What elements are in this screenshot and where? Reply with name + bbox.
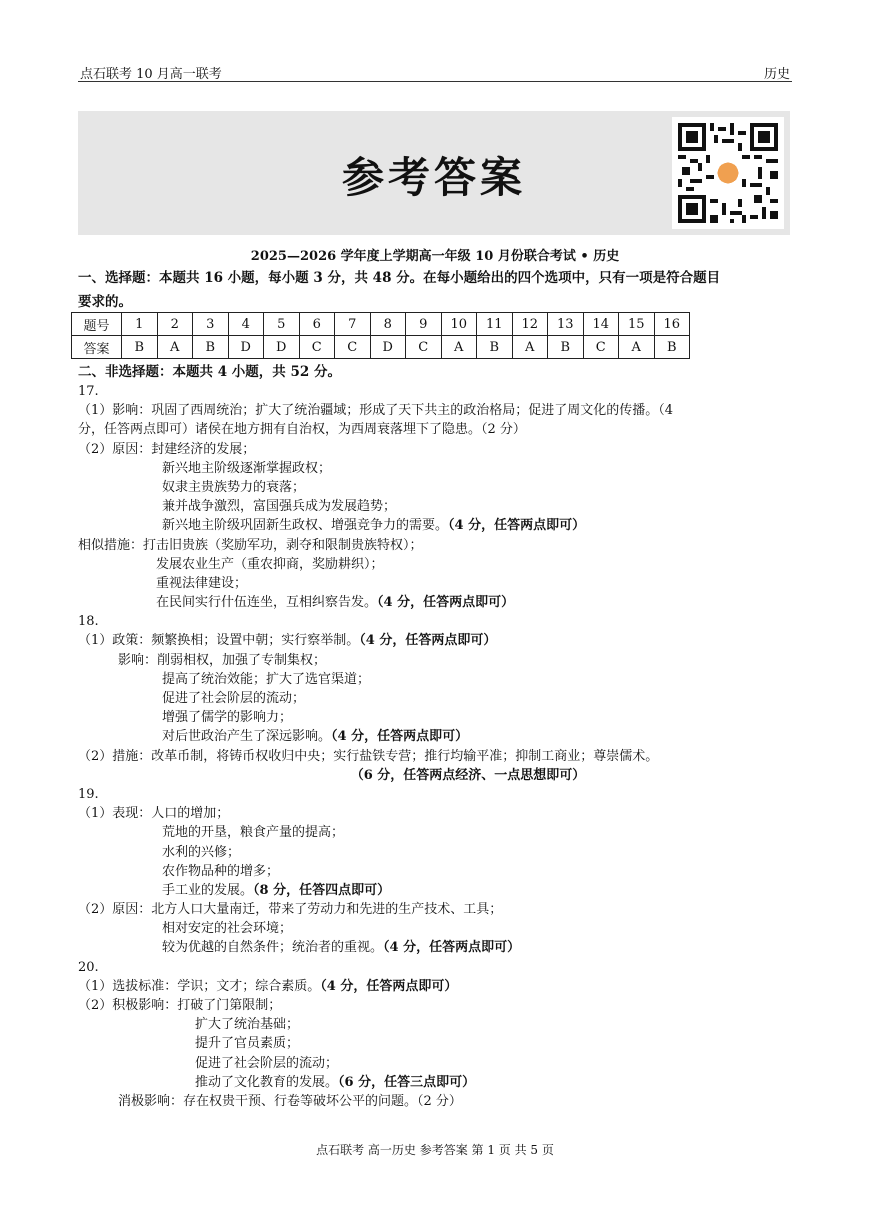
- table-cell: C: [406, 336, 442, 359]
- score-note: （4 分，任答两点即可）: [320, 978, 458, 994]
- table-cell: 15: [619, 313, 655, 336]
- answer-text: （1）选拔标准：学识；文才；综合素质。: [78, 978, 321, 994]
- answer-line: [78, 727, 798, 746]
- header-exam-name: 点石联考 10 月高一联考: [80, 67, 222, 82]
- answer-text: 手工业的发展。: [162, 882, 254, 898]
- table-cell: B: [654, 336, 690, 359]
- table-cell: A: [619, 336, 655, 359]
- answer-line: [78, 631, 798, 650]
- section1-heading: [78, 266, 790, 314]
- answer-line: （2）原因：封建经济的发展；: [78, 441, 256, 457]
- answer-line: 增强了儒学的影响力；: [162, 710, 293, 726]
- table-cell: A: [441, 336, 477, 359]
- answer-line: 相对安定的社会环境；: [162, 921, 293, 937]
- answer-line: 相似措施：打击旧贵族（奖励军功，剥夺和限制贵族特权）；: [78, 537, 423, 553]
- answer-line: 农作物品种的增多；: [162, 863, 280, 879]
- score-note: （8 分，任答四点即可）: [253, 882, 391, 898]
- title-banner: [78, 111, 790, 235]
- table-cell: 10: [441, 313, 477, 336]
- page-title: 参考答案: [341, 153, 526, 202]
- answer-text: 较为优越的自然条件；统治者的重视。: [162, 940, 384, 956]
- answer-text: 对后世政治产生了深远影响。: [162, 729, 332, 745]
- table-cell: 9: [406, 313, 442, 336]
- table-cell: B: [548, 336, 584, 359]
- question-number: 20.: [78, 959, 99, 975]
- table-cell: 13: [548, 313, 584, 336]
- answer-line: 影响：削弱相权，加强了专制集权；: [118, 652, 327, 668]
- answer-line: 促进了社会阶层的流动；: [162, 691, 306, 706]
- section1-line: 要求的。: [78, 294, 132, 310]
- score-note: （6 分，任答三点即可）: [338, 1074, 476, 1090]
- section2-heading: 二、非选择题：本题共 4 小题，共 52 分。: [78, 364, 341, 380]
- table-cell: A: [512, 336, 548, 359]
- answer-line: 水利的兴修；: [162, 844, 241, 860]
- answer-line: （2）措施：改革币制，将铸币权收归中央；实行盐铁专营；推行均输平准；抑制工商业；尊崇儒术。: [78, 748, 659, 764]
- page-header: [78, 60, 792, 82]
- table-cell: 2: [157, 313, 193, 336]
- score-note: （4 分，任答两点即可）: [331, 729, 469, 745]
- score-note: （4 分，任答两点即可）: [359, 633, 497, 649]
- table-cell: C: [335, 336, 371, 359]
- table-cell: 14: [583, 313, 619, 336]
- answer-line: [78, 977, 798, 996]
- score-note: （6 分，任答两点经济、一点思想即可）: [350, 767, 586, 783]
- table-cell: D: [370, 336, 406, 359]
- answer-line: （1）影响：巩固了西周统治；扩大了统治疆域；形成了天下共主的政治格局；促进了周文化的传播。（4: [78, 403, 674, 419]
- answer-line: 提高了统治效能；扩大了选官渠道；: [162, 671, 371, 687]
- header-subject: 历史: [763, 67, 790, 82]
- answer-line: 消极影响：存在权贵干预、行卷等破坏公平的问题。（2 分）: [118, 1093, 462, 1109]
- table-cell: 16: [654, 313, 690, 336]
- section1-line: 一、选择题：本题共 16 小题，每小题 3 分，共 48 分。在每小题给出的四个选项中，只有一项是符合题目: [78, 270, 721, 286]
- answer-line: [78, 938, 798, 957]
- score-note: （4 分，任答两点即可）: [448, 518, 586, 534]
- table-cell: B: [477, 336, 513, 359]
- exam-subtitle: 2025—2026 学年度上学期高一年级 10 月份联合考试 • 历史: [250, 249, 620, 264]
- answer-line: 重视法律建设；: [156, 575, 248, 591]
- answer-line: [78, 593, 798, 612]
- table-cell: D: [264, 336, 300, 359]
- answer-line: 扩大了统治基础；: [195, 1017, 300, 1033]
- question-number: 17.: [78, 384, 99, 399]
- answer-line: [78, 1073, 798, 1092]
- answer-table-number-row: [72, 313, 690, 336]
- answer-text: 推动了文化教育的发展。: [195, 1074, 339, 1090]
- answer-text: 新兴地主阶级巩固新生政权、增强竞争力的需要。: [162, 518, 449, 534]
- answer-line: 奴隶主贵族势力的衰落；: [162, 479, 306, 495]
- table-cell: 11: [477, 313, 513, 336]
- answer-line: 新兴地主阶级逐渐掌握政权；: [162, 460, 332, 476]
- table-cell: B: [193, 336, 229, 359]
- answer-text: 在民间实行什伍连坐，互相纠察告发。: [156, 595, 378, 611]
- table-cell: 5: [264, 313, 300, 336]
- answer-line: （1）表现：人口的增加；: [78, 806, 230, 822]
- table-cell: 12: [512, 313, 548, 336]
- answer-line: [78, 516, 798, 535]
- table-cell: D: [228, 336, 264, 359]
- score-note: （4 分，任答两点即可）: [383, 940, 521, 956]
- table-cell: C: [299, 336, 335, 359]
- table-cell: 4: [228, 313, 264, 336]
- question-number: 19.: [78, 786, 99, 802]
- answer-line: 发展农业生产（重农抑商，奖励耕织）；: [156, 556, 384, 572]
- score-note: （4 分，任答两点即可）: [377, 595, 515, 611]
- answer-line: （2）原因：北方人口大量南迁，带来了劳动力和先进的生产技术、工具；: [78, 902, 503, 918]
- answer-line: （2）积极影响：打破了门第限制；: [78, 998, 282, 1013]
- table-cell: A: [157, 336, 193, 359]
- page-footer: 点石联考 高一历史 参考答案 第 1 页 共 5 页: [316, 1143, 554, 1157]
- answer-line: 兼并战争激烈，富国强兵成为发展趋势；: [162, 499, 397, 515]
- question-number: 18.: [78, 614, 99, 630]
- table-cell: 7: [335, 313, 371, 336]
- table-header-cell: 题号: [72, 313, 122, 336]
- table-cell: C: [583, 336, 619, 359]
- answer-line: 分，任答两点即可）诸侯在地方拥有自治权，为西周衰落埋下了隐患。（2 分）: [78, 422, 526, 438]
- table-cell: 8: [370, 313, 406, 336]
- table-cell: B: [122, 336, 158, 359]
- answer-body: [78, 382, 798, 1111]
- table-cell: 6: [299, 313, 335, 336]
- table-header-cell: 答案: [72, 336, 122, 359]
- qr-code-icon: [672, 117, 784, 229]
- answer-line: 促进了社会阶层的流动；: [195, 1055, 339, 1071]
- table-cell: 1: [122, 313, 158, 336]
- answer-table: [71, 312, 690, 359]
- answer-text: （1）政策：频繁换相；设置中朝；实行察举制。: [78, 633, 360, 649]
- answer-line: 荒地的开垦，粮食产量的提高；: [162, 825, 345, 841]
- answer-table-answer-row: [72, 336, 690, 359]
- answer-line: 提升了官员素质；: [195, 1036, 300, 1052]
- table-cell: 3: [193, 313, 229, 336]
- answer-line: [78, 881, 798, 900]
